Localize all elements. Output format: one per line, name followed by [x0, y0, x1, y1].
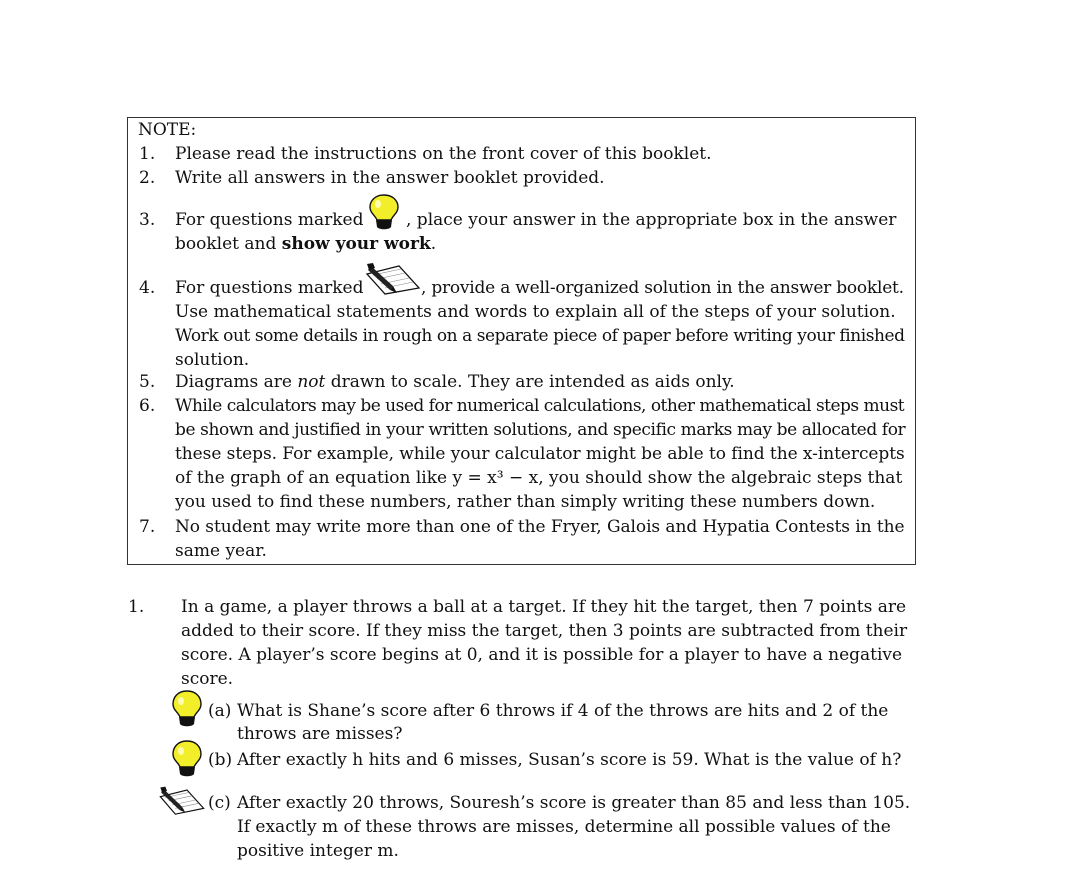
part-text: What is Shane’s score after 6 throws if 4 of the throws are hits and 2 of the — [237, 701, 889, 721]
note-item-text: Diagrams are not drawn to scale. They are intended as aids only. — [175, 372, 735, 392]
part-label: (a) — [208, 701, 232, 721]
note-item-number: 6. — [139, 396, 156, 416]
question-text: score. — [181, 669, 234, 689]
note-item-number: 7. — [139, 517, 156, 537]
question-number: 1. — [128, 597, 145, 617]
question-text: score. A player’s score begins at 0, and it is possible for a player to have a negative — [181, 645, 903, 665]
note-item-number: 5. — [139, 372, 156, 392]
part-text: After exactly 20 throws, Souresh’s score is greater than 85 and less than 105. — [237, 793, 911, 813]
lightbulb-icon — [367, 193, 401, 231]
note-item-text: these steps. For example, while your calculator might be able to find the x-intercepts — [175, 444, 905, 464]
note-item-text: be shown and justified in your written solutions, and specific marks may be allocated for — [175, 420, 906, 440]
part-label: (b) — [208, 750, 233, 770]
note-item-text: For questions marked — [175, 278, 364, 298]
note-item-text: booklet and show your work. — [175, 234, 437, 254]
note-item-text: For questions marked — [175, 210, 364, 230]
note-item-text: Use mathematical statements and words to explain all of the steps of your solution. — [175, 302, 896, 322]
note-item-number: 4. — [139, 278, 156, 298]
note-item-text: Work out some details in rough on a separate piece of paper before writing your finished — [175, 326, 905, 346]
note-item-number: 2. — [139, 168, 156, 188]
note-item-text: , provide a well-organized solution in the answer booklet. — [421, 278, 904, 298]
lightbulb-icon — [170, 739, 204, 779]
pencil-paper-icon — [157, 783, 207, 817]
part-text: If exactly m of these throws are misses, determine all possible values of the — [237, 817, 891, 837]
note-heading: NOTE: — [138, 120, 197, 140]
note-item-text: solution. — [175, 350, 250, 370]
note-item-text: Please read the instructions on the front cover of this booklet. — [175, 144, 712, 164]
note-item-text: same year. — [175, 541, 267, 561]
question-text: In a game, a player throws a ball at a target. If they hit the target, then 7 points are — [181, 597, 907, 617]
note-item-text: of the graph of an equation like y = x³ − x, you should show the algebraic steps that — [175, 468, 903, 488]
part-text: After exactly h hits and 6 misses, Susan’s score is 59. What is the value of h? — [237, 750, 902, 770]
pencil-paper-icon — [363, 260, 423, 296]
part-text: positive integer m. — [237, 841, 399, 861]
note-item-text: No student may write more than one of the Fryer, Galois and Hypatia Contests in the — [175, 517, 905, 537]
note-item-number: 3. — [139, 210, 156, 230]
note-item-text: Write all answers in the answer booklet provided. — [175, 168, 605, 188]
note-item-text: , place your answer in the appropriate box in the answer — [406, 210, 897, 230]
question-text: added to their score. If they miss the target, then 3 points are subtracted from their — [181, 621, 908, 641]
note-item-text: While calculators may be used for numerical calculations, other mathematical steps must — [175, 396, 905, 416]
lightbulb-icon — [170, 689, 204, 729]
note-item-text: you used to find these numbers, rather than simply writing these numbers down. — [175, 492, 876, 512]
part-label: (c) — [208, 793, 231, 813]
part-text: throws are misses? — [237, 724, 403, 744]
note-item-number: 1. — [139, 144, 156, 164]
